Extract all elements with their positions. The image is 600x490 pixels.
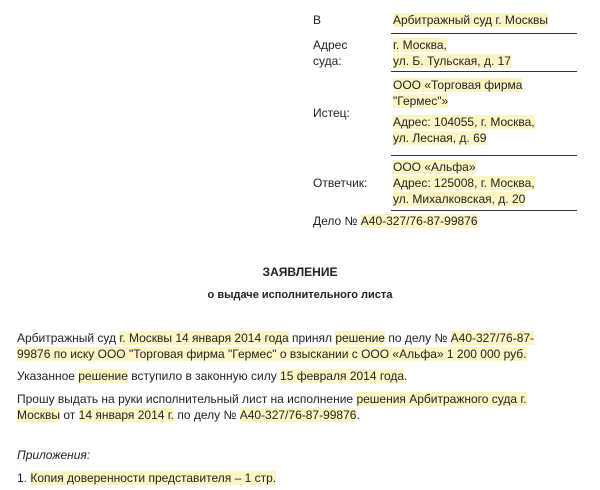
- plaintiff-name-line1: ООО «Торговая фирма: [393, 78, 523, 92]
- defendant-name: ООО «Альфа»: [393, 160, 476, 174]
- paragraph-line: [17, 368, 577, 384]
- text-run: вступило в законную силу: [127, 369, 281, 383]
- highlight-run: 99876 по иску ООО "Торговая фирма "Гермес" о взыскании с ООО «Альфа» 1 200 000 руб.: [17, 347, 527, 361]
- text-run: от: [60, 408, 79, 422]
- highlight-run: А40-327/76-87-: [450, 331, 535, 345]
- text-run: по делу №: [384, 331, 451, 345]
- highlight-run: решения Арбитражного суда г.: [356, 392, 527, 406]
- defendant-address-line2: ул. Михалковская, д. 20: [393, 192, 526, 206]
- paragraph-line: [17, 470, 577, 486]
- highlight-run: А40-327/76-87-99876: [239, 408, 357, 422]
- text-run: .: [404, 369, 408, 383]
- document-subtitle: о выдаче исполнительного листа: [207, 289, 393, 301]
- case-label: Дело №: [313, 214, 358, 228]
- attachment-number: 1.: [17, 471, 31, 485]
- attachment-text: Копия доверенности представителя – 1 стр.: [30, 471, 277, 485]
- paragraph-line: [17, 330, 577, 346]
- paragraph-effective-date: [17, 368, 577, 384]
- text-run: Прошу выдать на руки исполнительный лист на исполнение: [17, 392, 357, 406]
- address-label-line1: Адрес: [313, 38, 348, 52]
- to-label: В: [313, 13, 322, 27]
- divider-line: [391, 210, 577, 211]
- attachment-item: [17, 470, 577, 486]
- highlight-run: решение: [335, 331, 385, 345]
- divider-line: [391, 33, 577, 34]
- paragraph-line: [17, 391, 577, 407]
- highlight-run: решение: [78, 369, 128, 383]
- court-address-line1: г. Москва,: [393, 38, 447, 52]
- attachments-label: Приложения:: [17, 448, 91, 462]
- paragraph-request: [17, 391, 577, 423]
- text-run: Указанное: [17, 369, 79, 383]
- defendant-label: Ответчик:: [313, 176, 368, 190]
- paragraph-line: [17, 346, 577, 362]
- highlight-run: 15 февраля 2014 года: [280, 369, 405, 383]
- highlight-run: г. Москвы 14 января 2014 года: [119, 331, 289, 345]
- plaintiff-label: Истец:: [313, 106, 350, 120]
- text-run: .: [356, 408, 360, 422]
- text-run: Арбитражный суд: [17, 331, 120, 345]
- divider-line: [391, 71, 577, 72]
- address-label-line2: суда:: [313, 54, 342, 68]
- plaintiff-name-line2: "Гермес"»: [393, 94, 449, 108]
- text-run: по делу №: [174, 408, 240, 422]
- divider-line: [391, 155, 577, 156]
- court-name: Арбитражный суд г. Москвы: [393, 13, 548, 27]
- paragraph-decision: [17, 330, 577, 362]
- plaintiff-address-line2: ул. Лесная, д. 69: [393, 131, 487, 145]
- highlight-run: Москвы: [17, 408, 61, 422]
- case-line: [313, 214, 478, 228]
- paragraph-line: [17, 407, 577, 423]
- highlight-run: 14 января 2014 г.: [78, 408, 175, 422]
- defendant-address-line1: Адрес: 125008, г. Москва,: [393, 176, 535, 190]
- plaintiff-address-line1: Адрес: 104055, г. Москва,: [393, 115, 535, 129]
- court-address-line2: ул. Б. Тульская, д. 17: [393, 54, 511, 68]
- text-run: принял: [288, 331, 336, 345]
- document-title: ЗАЯВЛЕНИЕ: [262, 265, 338, 279]
- case-number: А40-327/76-87-99876: [360, 214, 478, 228]
